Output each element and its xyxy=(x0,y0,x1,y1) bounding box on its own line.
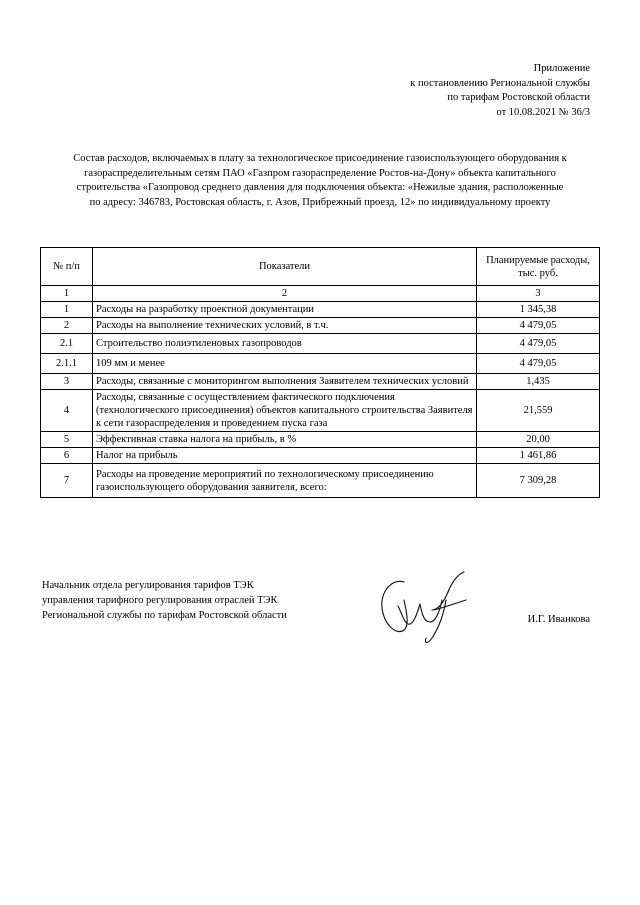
index-cell-2: 2 xyxy=(93,286,477,302)
signatory-line-1: Начальник отдела регулирования тарифов ТЭК xyxy=(42,580,254,591)
index-cell-3: 3 xyxy=(477,286,600,302)
row-indicator: Эффективная ставка налога на прибыль, в % xyxy=(93,432,477,448)
row-indicator: Расходы на выполнение технических условий, в т.ч. xyxy=(93,318,477,334)
row-num: 7 xyxy=(41,464,93,498)
row-num: 5 xyxy=(41,432,93,448)
row-num: 2.1.1 xyxy=(41,354,93,374)
row-num: 6 xyxy=(41,448,93,464)
signatory-position xyxy=(42,578,287,623)
header-cost-line2: тыс. руб. xyxy=(518,267,558,279)
row-value: 7 309,28 xyxy=(477,464,600,498)
header-cost xyxy=(477,248,600,286)
row-indicator: 109 мм и менее xyxy=(93,354,477,374)
row-value: 1 345,38 xyxy=(477,302,600,318)
row-value: 20,00 xyxy=(477,432,600,448)
row-num: 1 xyxy=(41,302,93,318)
handwritten-signature xyxy=(374,570,474,648)
table-row xyxy=(41,390,600,432)
row-value: 4 479,05 xyxy=(477,354,600,374)
header-cost-line1: Планируемые расходы, xyxy=(486,254,590,266)
table-row xyxy=(41,302,600,318)
subject-line-3: строительства «Газопровод среднего давления для подключения объекта: «Нежилые здания, расположенные xyxy=(76,182,564,194)
table-row xyxy=(41,354,600,374)
table-row xyxy=(41,432,600,448)
header-indicator: Показатели xyxy=(93,248,477,286)
row-indicator: Расходы, связанные с осуществлением фактического подключения (технологического присоединения) объектов капитального строительства Заявителя к сети газораспределения и проведением пуска газа xyxy=(93,390,477,432)
table-index-row xyxy=(41,286,600,302)
row-value: 21,559 xyxy=(477,390,600,432)
index-cell-1: 1 xyxy=(41,286,93,302)
row-indicator: Расходы, связанные с мониторингом выполнения Заявителем технических условий xyxy=(93,374,477,390)
costs-table xyxy=(40,247,600,498)
row-indicator: Строительство полиэтиленовых газопроводов xyxy=(93,334,477,354)
document-subject xyxy=(40,152,600,210)
signer-name: И.Г. Иванкова xyxy=(527,614,590,625)
row-value: 4 479,05 xyxy=(477,318,600,334)
appendix-title: Приложение xyxy=(533,63,590,74)
signatory-line-2: управления тарифного регулирования отраслей ТЭК xyxy=(42,595,278,606)
appendix-header xyxy=(410,62,590,120)
row-num: 3 xyxy=(41,374,93,390)
header-num: № п/п xyxy=(41,248,93,286)
row-indicator: Расходы на разработку проектной документации xyxy=(93,302,477,318)
subject-line-1: Состав расходов, включаемых в плату за технологическое присоединение газоиспользующего оборудования к xyxy=(73,153,567,164)
table-header-row xyxy=(41,248,600,286)
row-indicator: Налог на прибыль xyxy=(93,448,477,464)
subject-line-2: газораспределительным сетям ПАО «Газпром газораспределение Ростов-на-Дону» объекта капитального xyxy=(84,167,556,179)
table-row xyxy=(41,448,600,464)
row-value: 1,435 xyxy=(477,374,600,390)
row-num: 2.1 xyxy=(41,334,93,354)
row-num: 2 xyxy=(41,318,93,334)
table-row xyxy=(41,464,600,498)
table-row xyxy=(41,374,600,390)
table-row xyxy=(41,334,600,354)
table-row xyxy=(41,318,600,334)
subject-line-4: по адресу: 346783, Ростовская область, г. Азов, Прибрежный проезд, 12» по индивидуальному проекту xyxy=(89,196,551,208)
appendix-authority: по тарифам Ростовской области xyxy=(447,92,590,103)
row-value: 1 461,86 xyxy=(477,448,600,464)
row-indicator: Расходы на проведение мероприятий по технологическому присоединению газоиспользующего оборудования заявителя, всего: xyxy=(93,464,477,498)
appendix-date-number: от 10.08.2021 № 36/3 xyxy=(496,106,590,118)
row-num: 4 xyxy=(41,390,93,432)
signatory-line-3: Региональной службы по тарифам Ростовской области xyxy=(42,610,287,621)
appendix-resolution: к постановлению Региональной службы xyxy=(410,77,590,89)
row-value: 4 479,05 xyxy=(477,334,600,354)
